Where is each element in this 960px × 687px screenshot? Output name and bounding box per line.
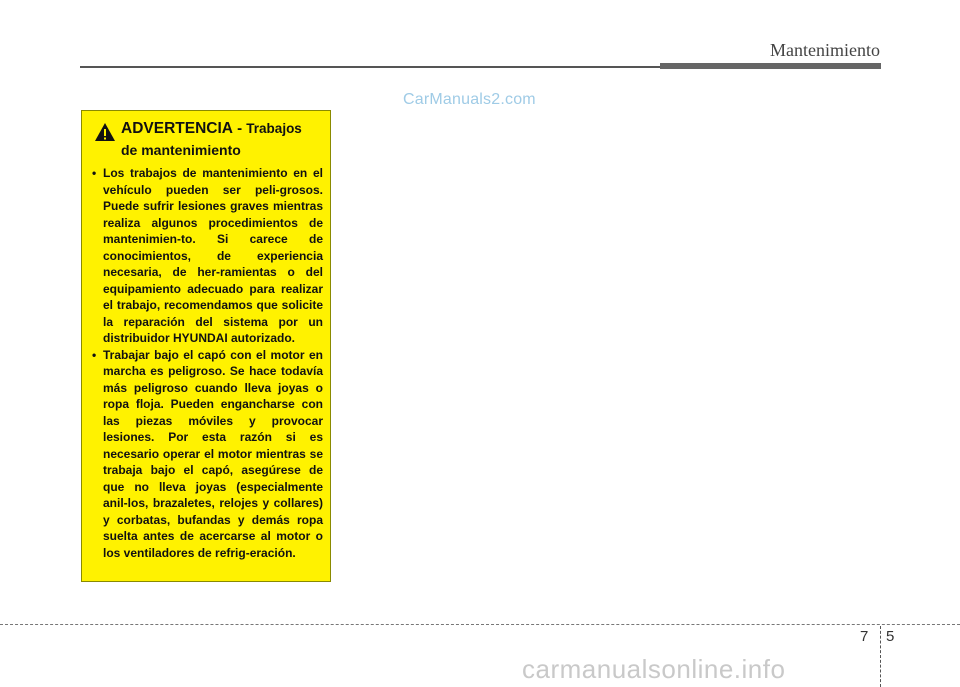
- footer-vertical-divider: [880, 626, 881, 687]
- warning-triangle-icon: [94, 122, 116, 142]
- warning-bullet-list: [91, 165, 323, 561]
- watermark-bottom: carmanualsonline.info: [522, 654, 786, 684]
- watermark-top: CarManuals2.com: [403, 91, 536, 108]
- section-title: Mantenimiento: [770, 40, 880, 60]
- warning-bullet-item: [91, 347, 323, 562]
- warning-bullet-text: Los trabajos de mantenimiento en el vehículo pueden ser peli-grosos. Puede sufrir lesiones graves mientras realiza algunos procedimientos de mantenimien-to. Si carece de conocimientos, de experiencia necesaria, de her-ramientas o del equipamiento adecuado para realizar el trabajo, recomendamos que solicite la reparación del sistema por un distribuidor HYUNDAI autorizado.: [103, 166, 323, 345]
- warning-title-main: ADVERTENCIA: [121, 120, 233, 137]
- warning-title-sub: Trabajos: [246, 121, 302, 136]
- warning-title-line2: de mantenimiento: [121, 142, 241, 158]
- warning-bullet-text: Trabajar bajo el capó con el motor en marcha es peligroso. Se hace todavía más peligroso cuando lleva joyas o ropa floja. Pueden engancharse con las piezas móviles y provocar lesiones. Por esta razón si es necesario operar el motor mientras se trabaja bajo el capó, asegúrese de que no lleva joyas (especialmente anil-los, brazaletes, relojes y collares) y corbatas, bufandas y demás ropa suelta antes de acercarse al motor o los ventiladores de refrig-eración.: [103, 347, 323, 560]
- page-number: 5: [886, 628, 895, 645]
- header-rule-thick: [660, 63, 881, 69]
- warning-title-separator: -: [232, 120, 247, 137]
- footer-dashed-rule: [0, 624, 960, 625]
- warning-box: [81, 110, 331, 582]
- warning-title: [121, 120, 302, 138]
- bullet-dot: •: [92, 347, 97, 362]
- page-chapter-number: 7: [860, 628, 869, 645]
- header-rule-thin: [80, 66, 662, 68]
- bullet-dot: •: [92, 166, 97, 180]
- warning-bullet-item: [91, 165, 323, 347]
- warning-header: [91, 120, 323, 142]
